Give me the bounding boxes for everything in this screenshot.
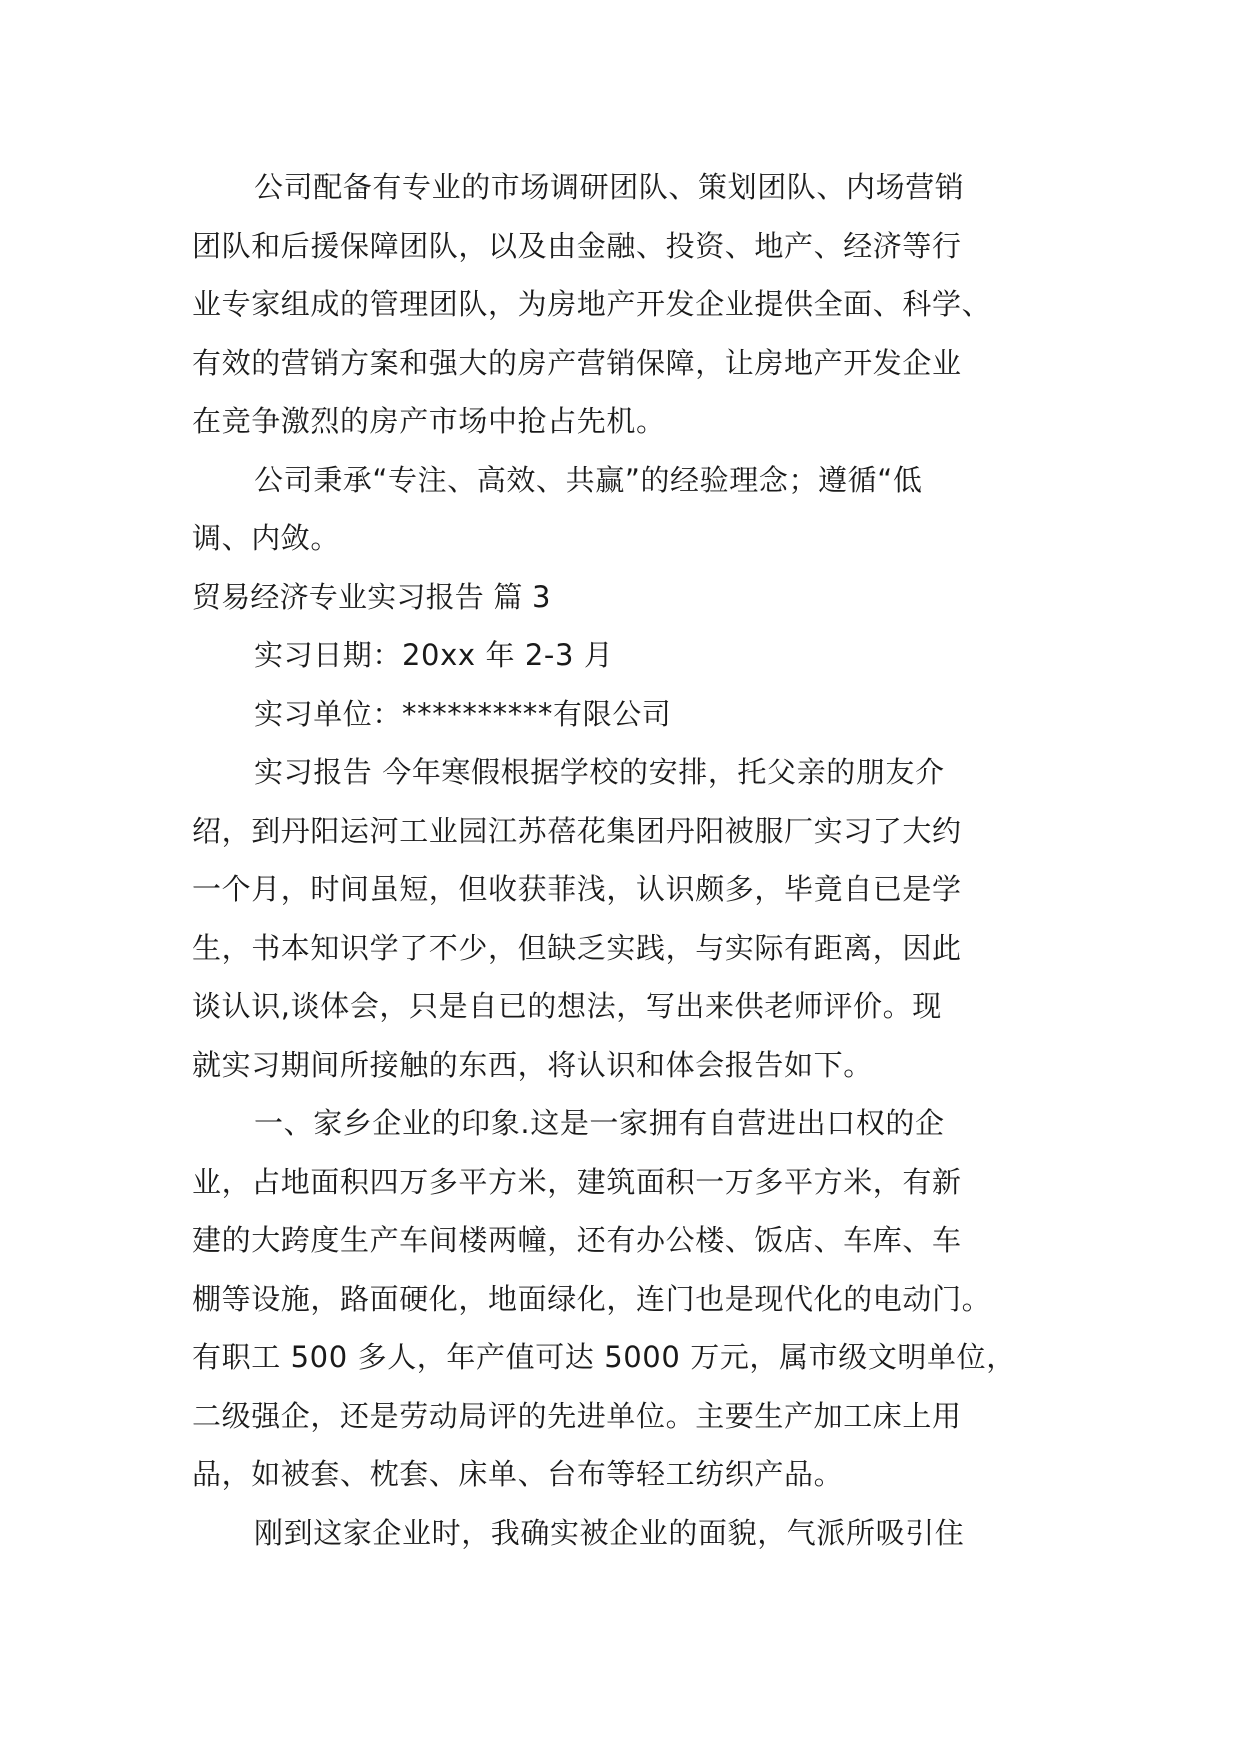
text-line: 公司秉承“专注、高效、共赢”的经验理念；遵循“低 (254, 462, 923, 497)
text-line: 调、内敛。 (192, 521, 341, 555)
text-line: 绍，到丹阳运河工业园江苏蓓花集团丹阳被服厂实习了大约 (192, 813, 962, 848)
text-line: 实习报告 今年寒假根据学校的安排，托父亲的朋友介 (254, 755, 945, 789)
text-line: 生，书本知识学了不少，但缺乏实践，与实际有距离，因此 (192, 930, 962, 965)
text-line: 一个月，时间虽短，但收获菲浅，认识颇多，毕竟自已是学 (192, 872, 962, 906)
text-line: 业，占地面积四万多平方米，建筑面积一万多平方米，有新 (192, 1164, 962, 1199)
text-line: 谈认识,谈体会，只是自已的想法，写出来供老师评价。现 (192, 989, 942, 1023)
text-line: 在竞争激烈的房产市场中抢占先机。 (192, 404, 666, 438)
text-line: 一、家乡企业的印象.这是一家拥有自营进出口权的企 (254, 1106, 945, 1140)
text-line: 品，如被套、枕套、床单、台布等轻工纺织产品。 (192, 1457, 844, 1491)
text-line: 实习日期：20xx 年 2-3 月 (254, 638, 614, 672)
text-line: 建的大跨度生产车间楼两幢，还有办公楼、饭店、车库、车 (192, 1223, 962, 1257)
section-heading: 贸易经济专业实习报告 篇 3 (192, 579, 551, 614)
text-line: 有效的营销方案和强大的房产营销保障，让房地产开发企业 (192, 345, 962, 380)
text-line: 业专家组成的管理团队，为房地产开发企业提供全面、科学、 (192, 287, 992, 321)
text-line: 棚等设施，路面硬化，地面绿化，连门也是现代化的电动门。 (192, 1281, 992, 1316)
text-line: 公司配备有专业的市场调研团队、策划团队、内场营销 (254, 170, 965, 204)
text-line: 刚到这家企业时，我确实被企业的面貌，气派所吸引住 (254, 1515, 965, 1550)
text-line: 就实习期间所接触的东西，将认识和体会报告如下。 (192, 1047, 873, 1082)
text-line: 实习单位：**********有限公司 (254, 696, 672, 731)
document-body (192, 158, 1052, 1562)
text-line: 二级强企，还是劳动局评的先进单位。主要生产加工床上用 (192, 1398, 962, 1433)
text-line: 有职工 500 多人，年产值可达 5000 万元，属市级文明单位， (192, 1340, 1016, 1374)
text-line: 团队和后援保障团队，以及由金融、投资、地产、经济等行 (192, 228, 962, 263)
